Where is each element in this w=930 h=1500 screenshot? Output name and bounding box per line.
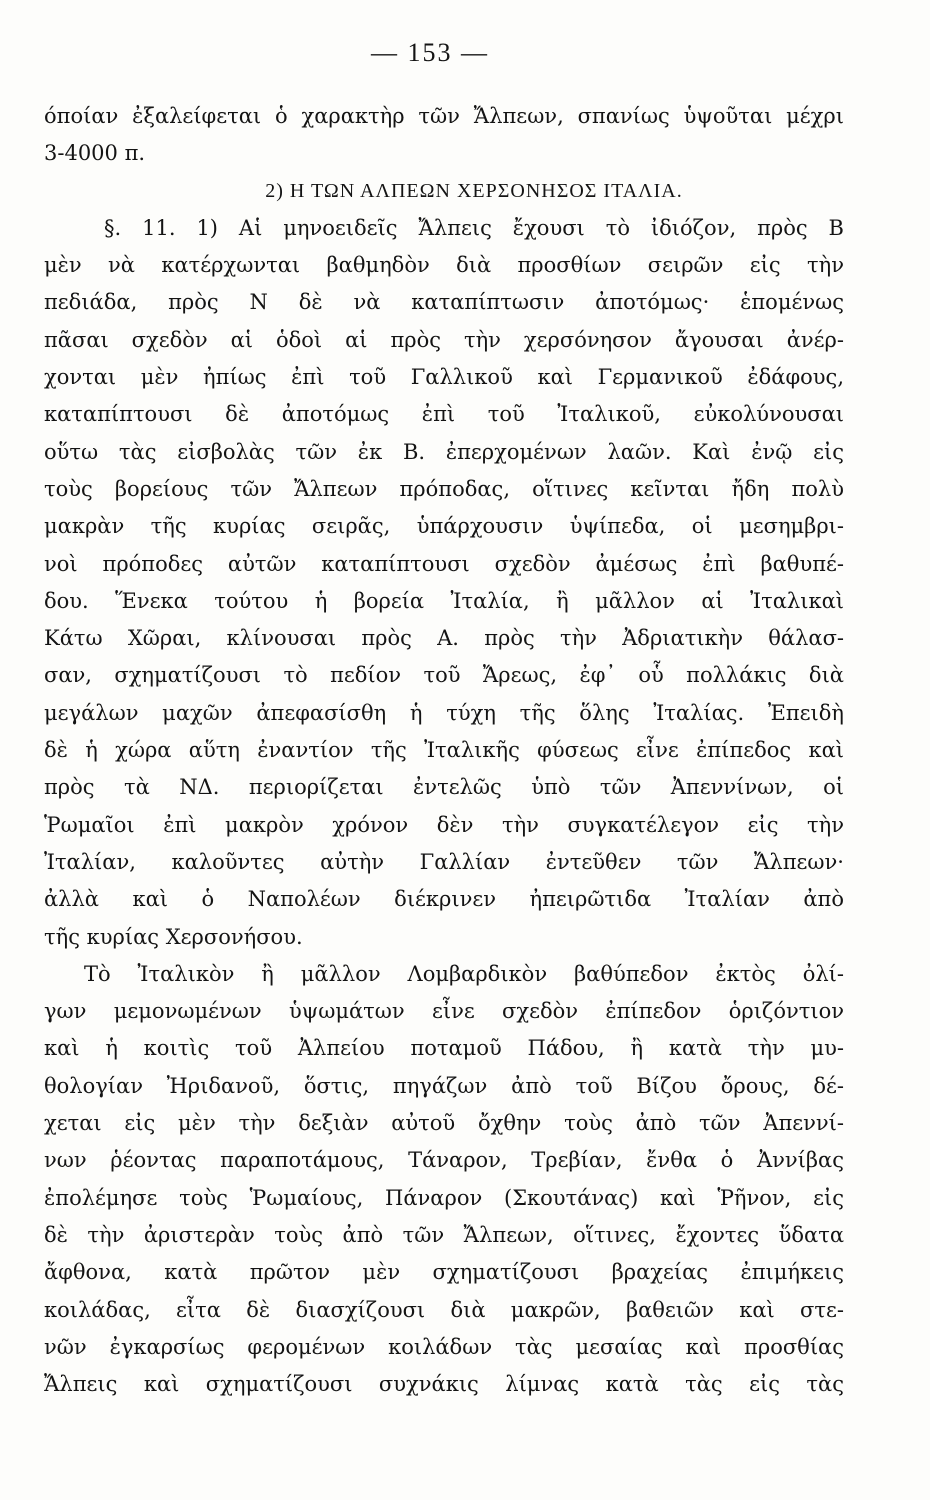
text-line: χεται εἰς μὲν τὴν δεξιὰν αὐτοῦ ὄχθην τοὺς ἀπὸ τῶν Ἀπεννί- [44,1111,844,1136]
text-line: οὕτω τὰς εἰσβολὰς τῶν ἐκ Β. ἐπερχομένων λαῶν. Καὶ ἐνῷ εἰς [44,439,844,464]
text-line: 3-4000 π. [44,141,146,166]
text-line: ἀλλὰ καὶ ὁ Ναπολέων διέκρινεν ἠπειρῶτιδα Ἰταλίαν ἀπὸ [44,887,844,912]
text-line: Κάτω Χῶραι, κλίνουσαι πρὸς Α. πρὸς τὴν Ἀδριατικὴν θάλασ- [44,626,844,651]
text-line: δου. Ἕνεκα τούτου ἡ βορεία Ἰταλία, ἢ μᾶλλον αἱ Ἰταλικαὶ [44,588,844,613]
page-number: — 153 — [371,38,489,67]
text-line: όποίαν ἐξαλείφεται ὁ χαρακτὴρ τῶν Ἄλπεων, σπανίως ὑψοῦται μέχρι [44,104,844,128]
text-line: σαν, σχηματίζουσι τὸ πεδίον τοῦ Ἄρεως, ἐφ᾽ οὗ πολλάκις διὰ [44,663,844,688]
text-line: καὶ ἡ κοιτὶς τοῦ Ἀλπείου ποταμοῦ Πάδου, ἢ κατὰ τὴν μυ- [44,1036,844,1061]
text-line: Τὸ Ἰταλικὸν ἢ μᾶλλον Λομβαρδικὸν βαθύπεδον ἐκτὸς ὀλί- [84,961,844,986]
body-text [44,98,844,1403]
text-line: §. 11. 1) Αἱ μηνοειδεῖς Ἄλπεις ἔχουσι τὸ ἰδιόζον, πρὸς Β [104,215,844,240]
text-line: μὲν νὰ κατέρχωνται βαθμηδὸν διὰ προσθίων σειρῶν εἰς τὴν [44,253,844,278]
text-line: Ῥωμαῖοι ἐπὶ μακρὸν χρόνον δὲν τὴν συγκατέλεγον εἰς τὴν [44,812,844,837]
text-line: μεγάλων μαχῶν ἀπεφασίσθη ἡ τύχη τῆς ὅλης Ἰταλίας. Ἐπειδὴ [44,700,844,725]
text-line: ἐπολέμησε τοὺς Ῥωμαίους, Πάναρον (Σκουτάνας) καὶ Ῥῆνον, εἰς [44,1185,844,1210]
text-line: πᾶσαι σχεδὸν αἱ ὁδοὶ αἱ πρὸς τὴν χερσόνησον ἄγουσαι ἀνέρ- [44,327,844,352]
text-line: δὲ ἡ χώρα αὕτη ἐναντίον τῆς Ἰταλικῆς φύσεως εἶνε ἐπίπεδος καὶ [44,738,844,763]
text-line: κοιλάδας, εἶτα δὲ διασχίζουσι διὰ μακρῶν, βαθειῶν καὶ στε- [44,1297,844,1322]
section-heading: 2) Η ΤΩΝ ΑΛΠΕΩΝ ΧΕΡΣΟΝΗΣΟΣ ΙΤΑΛΙΑ. [265,179,683,202]
text-line: πεδιάδα, πρὸς Ν δὲ νὰ καταπίπτωσιν ἀποτόμως· ἑπομένως [44,290,844,315]
text-line: τῆς κυρίας Χερσονήσου. [44,924,303,949]
text-line: Ἰταλίαν, καλοῦντες αὐτὴν Γαλλίαν ἐντεῦθεν τῶν Ἄλπεων· [44,849,844,874]
text-line: νων ῥέοντας παραποτάμους, Τάναρον, Τρεβίαν, ἔνθα ὁ Ἀννίβας [44,1148,844,1173]
text-line: ἄφθονα, κατὰ πρῶτον μὲν σχηματίζουσι βραχείας ἐπιμήκεις [44,1260,844,1285]
text-line: χονται μὲν ἠπίως ἐπὶ τοῦ Γαλλικοῦ καὶ Γερμανικοῦ ἐδάφους, [44,365,844,390]
text-line: πρὸς τὰ ΝΔ. περιορίζεται ἐντελῶς ὑπὸ τῶν Ἀπεννίνων, οἱ [44,775,844,800]
text-line: νῶν ἐγκαρσίως φερομένων κοιλάδων τὰς μεσαίας καὶ προσθίας [44,1334,844,1359]
text-line: δὲ τὴν ἀριστερὰν τοὺς ἀπὸ τῶν Ἄλπεων, οἵτινες, ἔχοντες ὕδατα [44,1222,844,1247]
text-line: καταπίπτουσι δὲ ἀποτόμως ἐπὶ τοῦ Ἰταλικοῦ, εὐκολύνουσαι [44,402,844,427]
text-line: γων μεμονωμένων ὑψωμάτων εἶνε σχεδὸν ἐπίπεδον ὁριζόντιον [44,999,844,1024]
text-line: Ἄλπεις καὶ σχηματίζουσι συχνάκις λίμνας κατὰ τὰς εἰς τὰς [44,1372,844,1397]
text-line: νοὶ πρόποδες αὐτῶν καταπίπτουσι σχεδὸν ἀμέσως ἐπὶ βαθυπέ- [44,551,844,576]
text-line: θολογίαν Ἠριδανοῦ, ὅστις, πηγάζων ἀπὸ τοῦ Βίζου ὄρους, δέ- [44,1073,844,1098]
text-line: μακρὰν τῆς κυρίας σειρᾶς, ὑπάρχουσιν ὑψίπεδα, οἱ μεσημβρι- [44,514,844,539]
text-line: τοὺς βορείους τῶν Ἄλπεων πρόποδας, οἵτινες κεῖνται ἤδη πολὺ [44,476,844,501]
